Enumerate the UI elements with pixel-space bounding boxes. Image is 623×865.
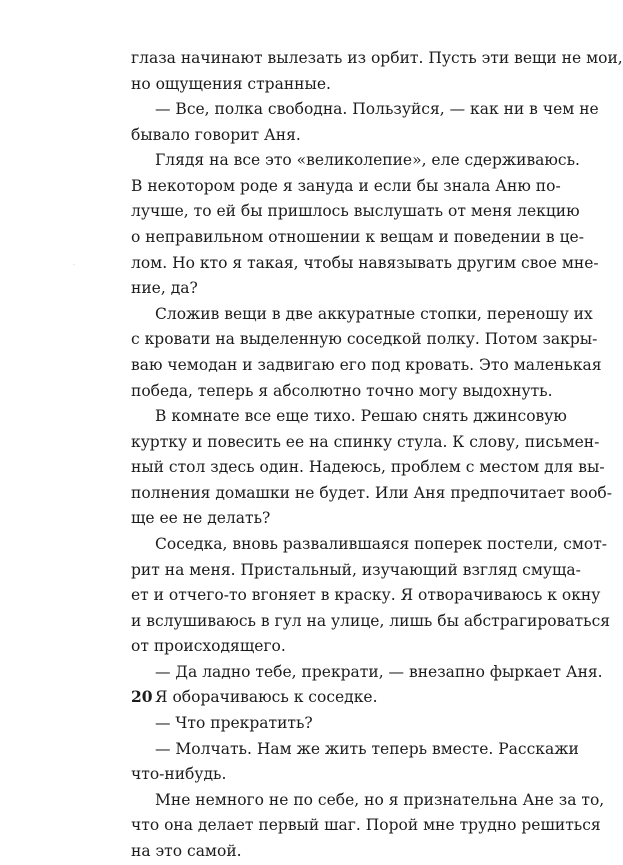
text-line: В некотором роде я зануда и если бы знала Аню по-	[131, 176, 561, 195]
paragraph	[131, 660, 603, 686]
text-line: глаза начинают вылезать из орбит. Пусть эти вещи не мои,	[131, 49, 623, 67]
text-line: полнения домашки не будет. Или Аня предпочитает вооб-	[131, 483, 612, 502]
text-line: Глядя на все это «великолепие», еле сдерживаюсь.	[155, 151, 580, 170]
text-line: на это самой.	[131, 841, 242, 860]
text-line: ще ее не делать?	[131, 509, 271, 528]
text-line: ваю чемодан и задвигаю его под кровать. Это маленькая	[131, 355, 602, 374]
page-number: 20	[131, 687, 153, 706]
text-line: — Да ладно тебе, прекрати, — внезапно фыркает Аня.	[155, 662, 603, 681]
paragraph	[131, 788, 605, 865]
text-line: Сложив вещи в две аккуратные стопки, переношу их	[155, 304, 593, 323]
paragraph	[131, 404, 612, 532]
margin-dot: ·	[73, 262, 75, 269]
paragraph	[131, 711, 514, 737]
text-line: — Молчать. Нам же жить теперь вместе. Расскажи	[155, 739, 579, 758]
text-line: но ощущения странные.	[131, 74, 331, 93]
text-line: что она делает первый шаг. Порой мне трудно решиться	[131, 816, 601, 835]
text-line: с кровати на выделенную соседкой полку. Потом закры-	[131, 330, 598, 349]
paragraph	[131, 97, 599, 148]
paragraph	[131, 46, 623, 97]
text-line: рит на меня. Пристальный, изучающий взгляд смуща-	[131, 560, 581, 579]
text-line: от происходящего.	[131, 637, 286, 656]
text-line: ный стол здесь один. Надеюсь, проблем с местом для вы-	[131, 458, 605, 477]
text-line: Соседка, вновь развалившаяся поперек постели, смот-	[155, 534, 608, 553]
text-line: лучше, то ей бы пришлось выслушать от меня лекцию	[131, 202, 580, 221]
text-line: и вслушиваюсь в гул на улице, лишь бы абстрагироваться	[131, 611, 611, 630]
text-line: что-нибудь.	[131, 765, 227, 784]
text-line: — Все, полка свободна. Пользуйся, — как ни в чем не	[155, 100, 599, 119]
paragraph	[131, 148, 599, 301]
text-line: В комнате все еще тихо. Решаю снять джинсовую	[155, 407, 567, 426]
text-line: лом. Но кто я такая, чтобы навязывать другим свое мне-	[131, 253, 599, 272]
paragraph	[131, 302, 602, 404]
paragraph	[131, 737, 579, 788]
text-line: Мне немного не по себе, но я признательна Ане за то,	[155, 790, 605, 809]
paragraph	[131, 685, 514, 711]
text-line: победа, теперь я абсолютно точно могу выдохнуть.	[131, 381, 553, 400]
paragraph	[131, 532, 611, 660]
text-line: куртку и повесить ее на спинку стула. К слову, письмен-	[131, 432, 600, 451]
text-line: — Что прекратить?	[155, 714, 313, 733]
text-line: бывало говорит Аня.	[131, 125, 301, 144]
text-line: ние, да?	[131, 279, 198, 298]
text-line: Я оборачиваюсь к соседке.	[155, 688, 378, 707]
text-line: ет и отчего-то вгоняет в краску. Я отворачиваюсь к окну	[131, 586, 601, 605]
text-line: о неправильном отношении к вещам и поведении в це-	[131, 228, 584, 247]
body-text	[131, 46, 623, 865]
